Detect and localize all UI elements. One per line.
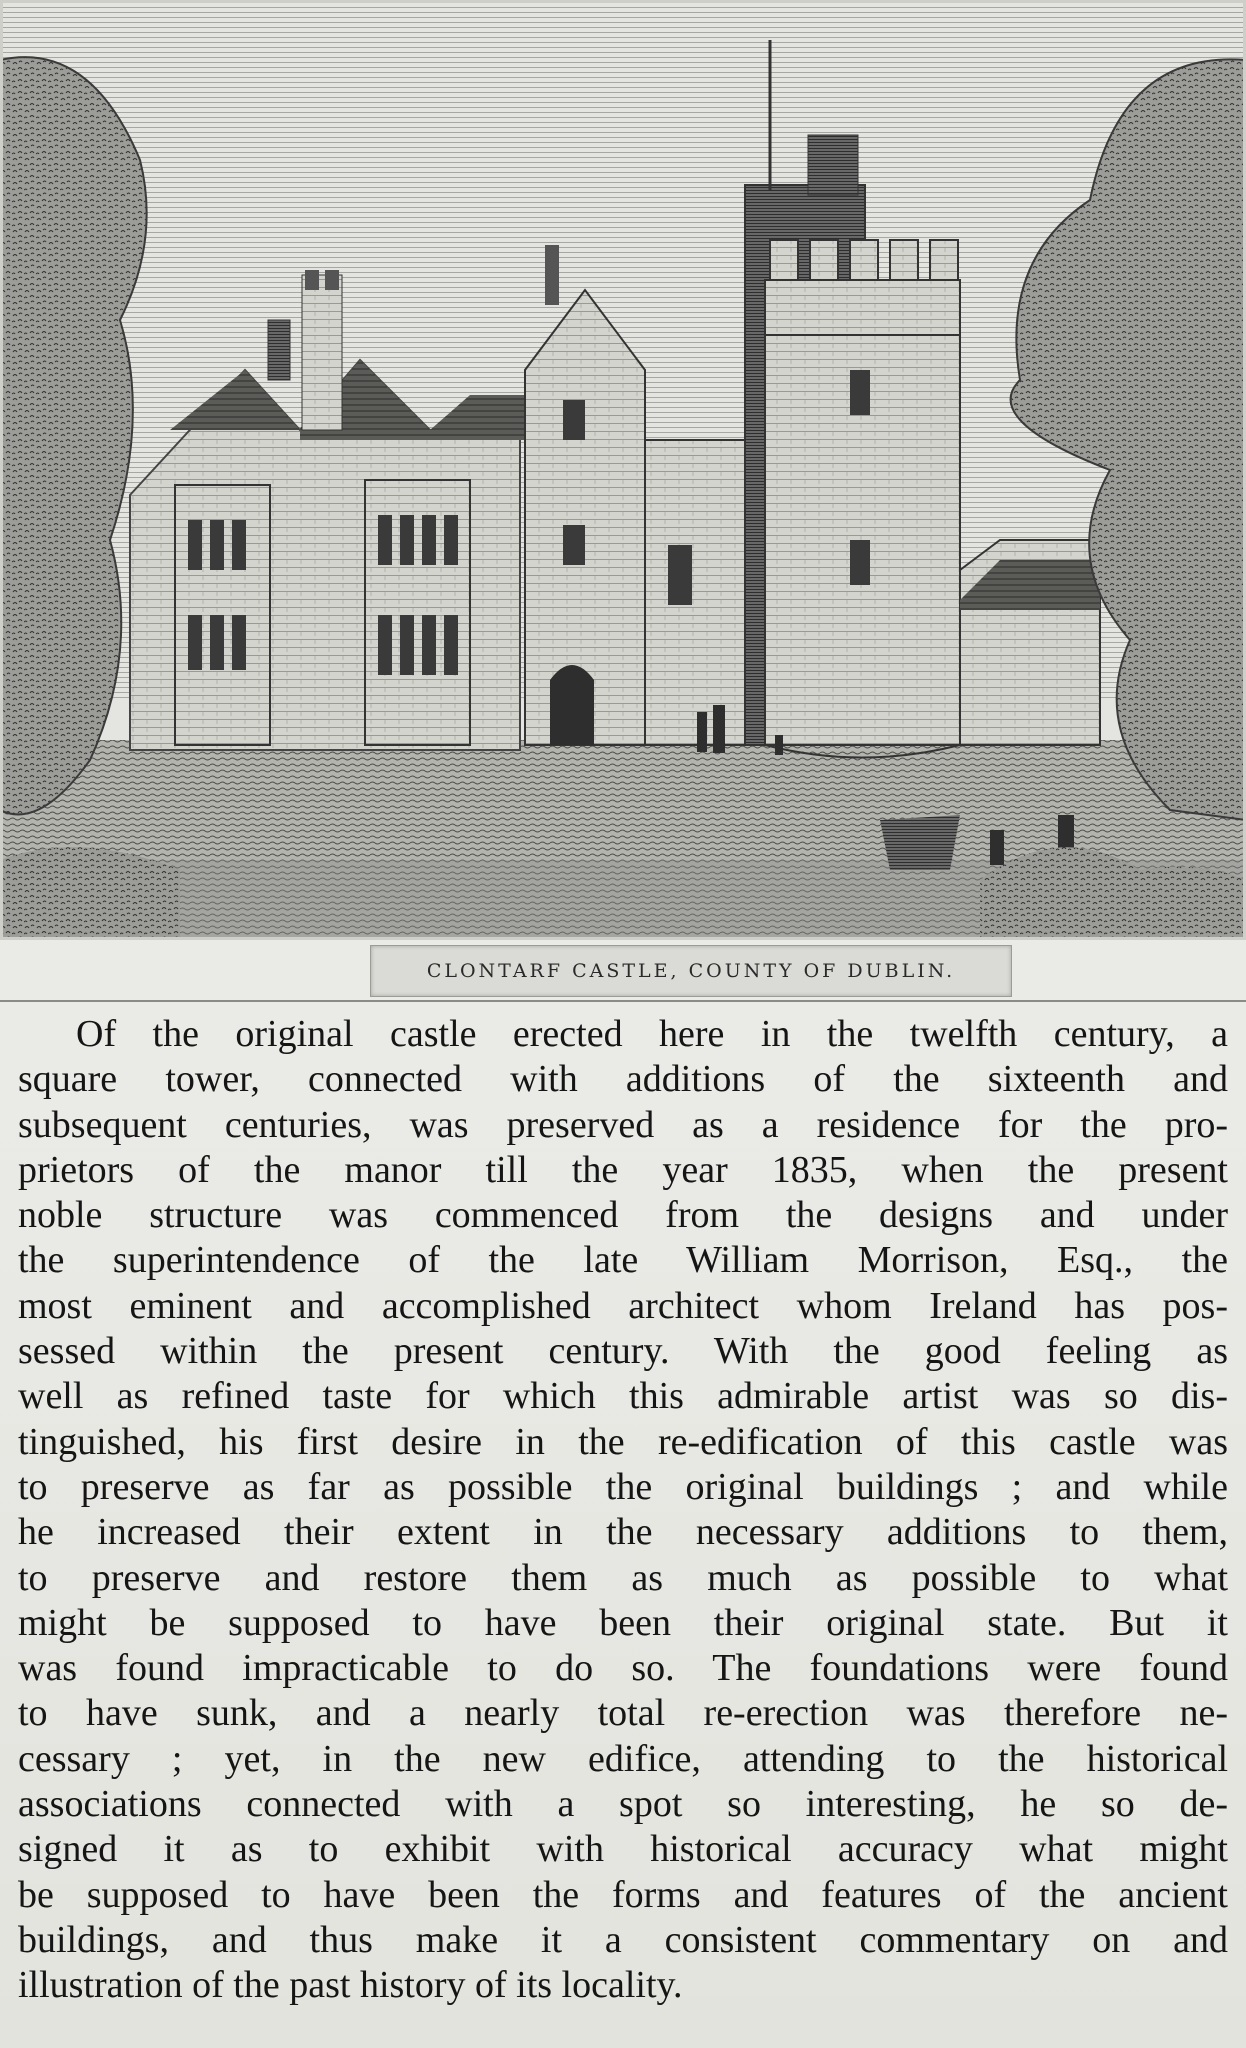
text-line: illustration of the past history of its locality. [18, 1964, 683, 2007]
caption-text: CLONTARF CASTLE, COUNTY OF DUBLIN. [426, 960, 956, 982]
text-line: to preserve and restore them as much as possible to what [18, 1556, 1228, 1599]
castle-engraving [0, 0, 1246, 940]
text-line: square tower, connected with additions of the sixteenth and [18, 1058, 1228, 1101]
text-line: might be supposed to have been their original state. But it [18, 1601, 1228, 1644]
text-line: was found impracticable to do so. The foundations were found [18, 1647, 1228, 1690]
text-line: associations connected with a spot so interesting, he so de- [18, 1783, 1228, 1826]
caption-label [370, 945, 1012, 997]
text-line: to have sunk, and a nearly total re-erection was therefore ne- [18, 1692, 1228, 1735]
text-line: buildings, and thus make it a consistent commentary on and [18, 1918, 1228, 1961]
text-line: to preserve as far as possible the original buildings ; and while [18, 1465, 1228, 1508]
text-line: sessed within the present century. With the good feeling as [18, 1330, 1228, 1373]
text-line: well as refined taste for which this admirable artist was so dis- [18, 1375, 1228, 1418]
text-line: most eminent and accomplished architect whom Ireland has pos- [18, 1284, 1228, 1327]
text-line: Of the original castle erected here in the twelfth century, a [76, 1013, 1228, 1055]
text-line: be supposed to have been the forms and features of the ancient [18, 1873, 1228, 1916]
text-line: subsequent centuries, was preserved as a residence for the pro- [18, 1103, 1228, 1146]
text-line: cessary ; yet, in the new edifice, attending to the historical [18, 1737, 1228, 1780]
text-line: signed it as to exhibit with historical accuracy what might [18, 1828, 1228, 1871]
text-line: prietors of the manor till the year 1835, when the present [18, 1148, 1228, 1191]
article-body [18, 1012, 1228, 2009]
text-line: noble structure was commenced from the designs and under [18, 1194, 1228, 1237]
text-line: he increased their extent in the necessary additions to them, [18, 1511, 1228, 1554]
divider-rule [0, 1000, 1246, 1002]
text-line: tinguished, his first desire in the re-edification of this castle was [18, 1420, 1228, 1463]
text-line: the superintendence of the late William Morrison, Esq., the [18, 1239, 1228, 1282]
